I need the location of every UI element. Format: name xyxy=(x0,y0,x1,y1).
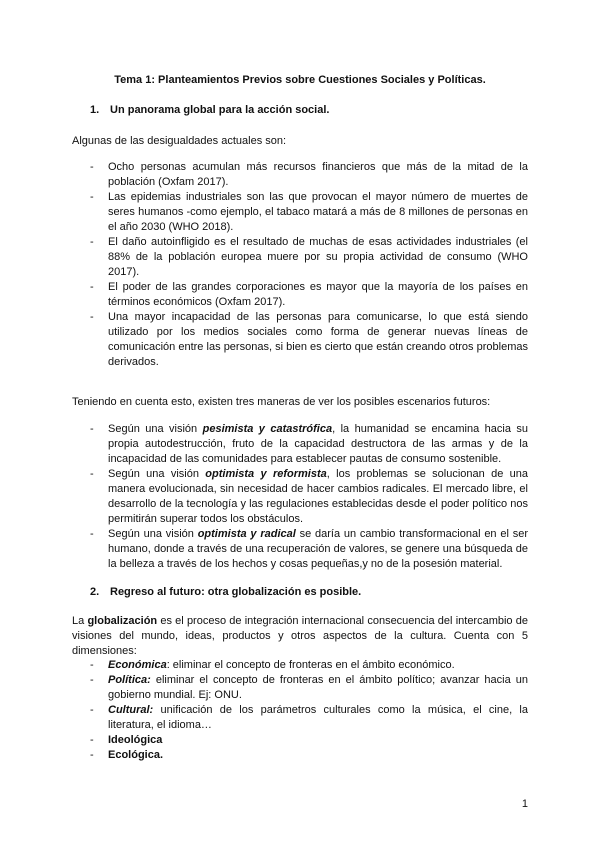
future-post: , los problemas se solucionan de una manera evolucionada, sin necesidad de hacer cambios radicales. El mercado libre, el desarrollo de la tecnología y las regulaciones establecidas desde el poder político nos permitirán superar todos los obstáculos. xyxy=(108,468,528,525)
list-item xyxy=(0,673,600,703)
futures-intro: Teniendo en cuenta esto, existen tres maneras de ver los posibles escenarios futuros: xyxy=(72,396,491,408)
list-item xyxy=(0,733,600,748)
dimension-text: : eliminar el concepto de fronteras en el ámbito económico. xyxy=(166,659,455,671)
dimension-term: Ecológica. xyxy=(108,749,164,761)
future-term: pesimista y catastrófica xyxy=(202,423,333,435)
section-2-heading xyxy=(90,585,361,600)
section-2-title: Regreso al futuro: otra globalización es posible. xyxy=(110,586,362,598)
document-title: Tema 1: Planteamientos Previos sobre Cuestiones Sociales y Políticas. xyxy=(114,74,486,86)
dimension-term: Cultural: xyxy=(108,704,154,716)
page-number: 1 xyxy=(521,798,528,810)
dimension-text: unificación de los parámetros culturales como la música, el cine, la literatura, el idioma… xyxy=(108,704,528,731)
section-1-number: 1. xyxy=(90,104,100,116)
future-post: , la humanidad se encamina hacia su propia autodestrucción, fruto de la capacidad destructora de las armas y de la incapacidad de las comunidades para establecer pautas de consumo sostenible. xyxy=(108,423,529,465)
future-term: optimista y reformista xyxy=(205,468,327,480)
list-item xyxy=(0,527,600,572)
dimensions-list xyxy=(0,658,600,763)
list-item xyxy=(0,748,600,763)
section-1-heading xyxy=(90,103,329,118)
future-pre: Según una visión xyxy=(108,528,198,540)
inequalities-list xyxy=(0,160,600,370)
section-1-title: Un panorama global para la acción social. xyxy=(110,104,330,116)
section-2-number: 2. xyxy=(90,586,100,598)
dimension-term: Económica xyxy=(108,659,167,671)
list-item xyxy=(0,422,600,467)
intro-pre: La xyxy=(72,615,88,627)
intro-term: globalización xyxy=(87,615,158,627)
list-item: - Una mayor incapacidad de las personas para comunicarse, lo que está siendo utilizado por los medios sociales como forma de generar nuevas líneas de comunicación entre las personas, si bien es cierto que están creando otros problemas derivados. xyxy=(0,310,600,370)
list-item: - Las epidemias industriales son las que provocan el mayor número de muertes de seres humanos -como ejemplo, el tabaco matará a más de 8 millones de personas en el año 2030 (WHO 2018). xyxy=(0,190,600,235)
dimension-term: Política: xyxy=(108,674,151,686)
list-item xyxy=(0,703,600,733)
future-pre: Según una visión xyxy=(108,468,206,480)
list-item: - Ocho personas acumulan más recursos financieros que más de la mitad de la población (Oxfam 2017). xyxy=(0,160,600,190)
future-pre: Según una visión xyxy=(108,423,203,435)
globalization-intro xyxy=(72,614,528,659)
list-item xyxy=(0,467,600,527)
list-item xyxy=(0,658,600,673)
futures-list xyxy=(0,422,600,572)
section-1-intro: Algunas de las desigualdades actuales son: xyxy=(72,135,287,147)
list-item: - El daño autoinfligido es el resultado de muchas de esas actividades industriales (el 88% de la población europea muere por su propia actividad de consumo (WHO 2017). xyxy=(0,235,600,280)
intro-post: es el proceso de integración internacional consecuencia del intercambio de visiones del mundo, ideas, productos y otros aspectos de la cultura. Cuenta con 5 dimensiones: xyxy=(72,615,528,657)
dimension-term: Ideológica xyxy=(108,734,163,746)
list-item: - El poder de las grandes corporaciones es mayor que la mayoría de los países en términos económicos (Oxfam 2017). xyxy=(0,280,600,310)
future-term: optimista y radical xyxy=(197,528,296,540)
future-post: se daría un cambio transformacional en el ser humano, donde a través de una recuperación de valores, se genere una búsqueda de la belleza a través de los hechos y cosas pequeñas,y no de la posesión material. xyxy=(108,528,529,570)
dimension-text: eliminar el concepto de fronteras en el ámbito político; avanzar hacia un gobierno mundial. Ej: ONU. xyxy=(108,674,528,701)
